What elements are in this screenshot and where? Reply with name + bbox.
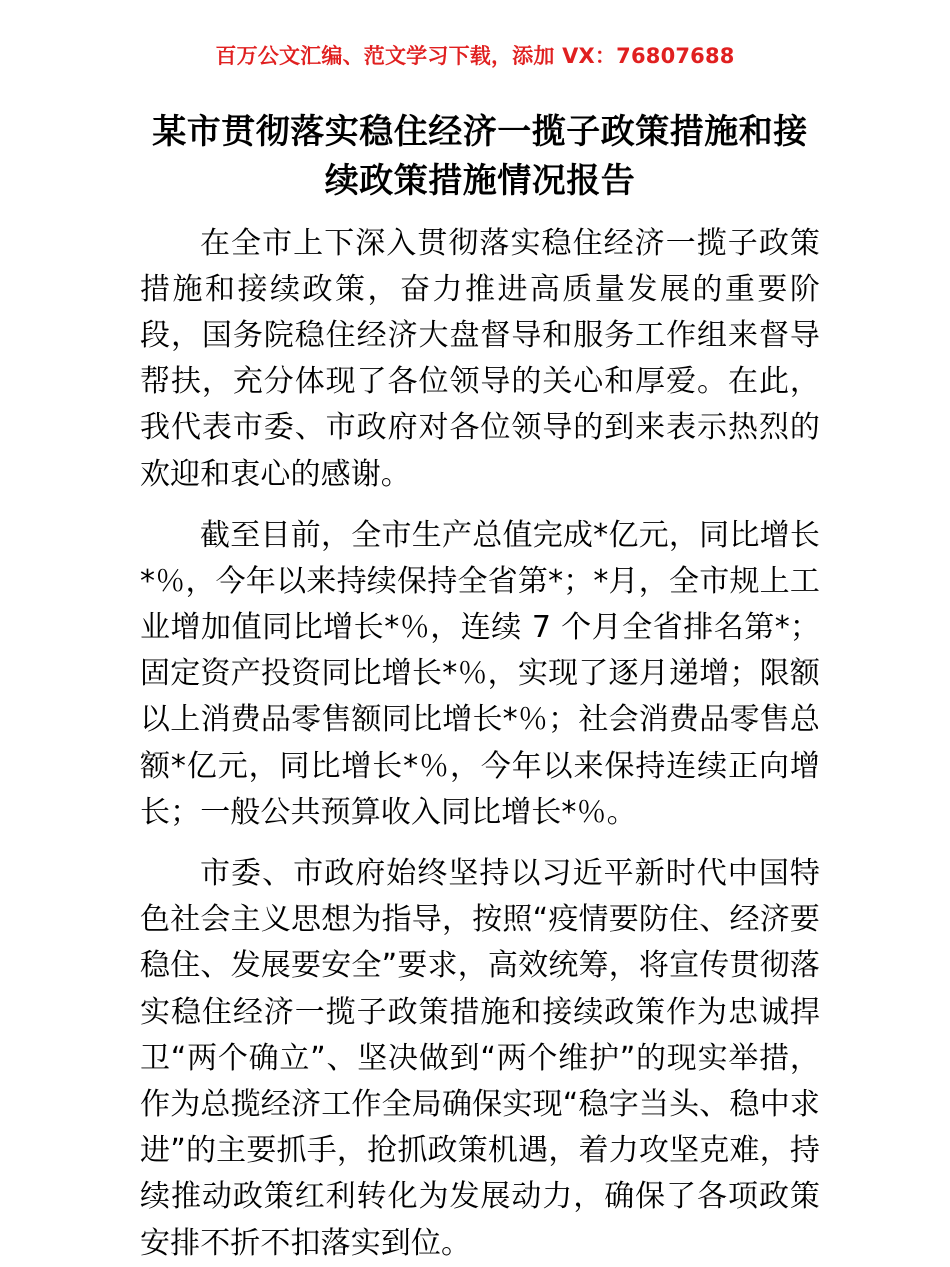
document-paragraph: 在全市上下深入贯彻落实稳住经济一揽子政策措施和接续政策，奋力推进高质量发展的重要阶段，国务院稳住经济大盘督导和服务工作组来督导帮扶，充分体现了各位领导的关心和厚爱。在此，我代表市委、市政府对各位领导的到来表示热烈的欢迎和衷心的感谢。 <box>140 225 820 492</box>
document-title: 某市贯彻落实稳住经济一揽子政策措施和接续政策措施情况报告 <box>152 112 808 202</box>
promo-banner-text: 百万公文汇编、范文学习下载，添加 VX：76807688 <box>215 44 735 68</box>
promo-banner <box>0 44 950 69</box>
document-content <box>140 108 820 1267</box>
document-paragraph: 截至目前，全市生产总值完成*亿元，同比增长*％，今年以来持续保持全省第*；*月，全市规上工业增加值同比增长*％，连续 7 个月全省排名第*；固定资产投资同比增长*％，实现了逐月递增；限额以上消费品零售额同比增长*％；社会消费品零售总额*亿元，同比增长*％，今年以来保持连续正向增长；一般公共预算收入同比增长*％。 <box>140 517 820 830</box>
document-paragraph: 市委、市政府始终坚持以习近平新时代中国特色社会主义思想为指导，按照“疫情要防住、经济要稳住、发展要安全”要求，高效统筹，将宣传贯彻落实稳住经济一揽子政策措施和接续政策作为忠诚捍卫“两个确立”、坚决做到“两个维护”的现实举措，作为总揽经济工作全局确保实现“稳字当头、稳中求进”的主要抓手，抢抓政策机遇，着力攻坚克难，持续推动政策红利转化为发展动力，确保了各项政策安排不折不扣落实到位。 <box>140 856 820 1261</box>
